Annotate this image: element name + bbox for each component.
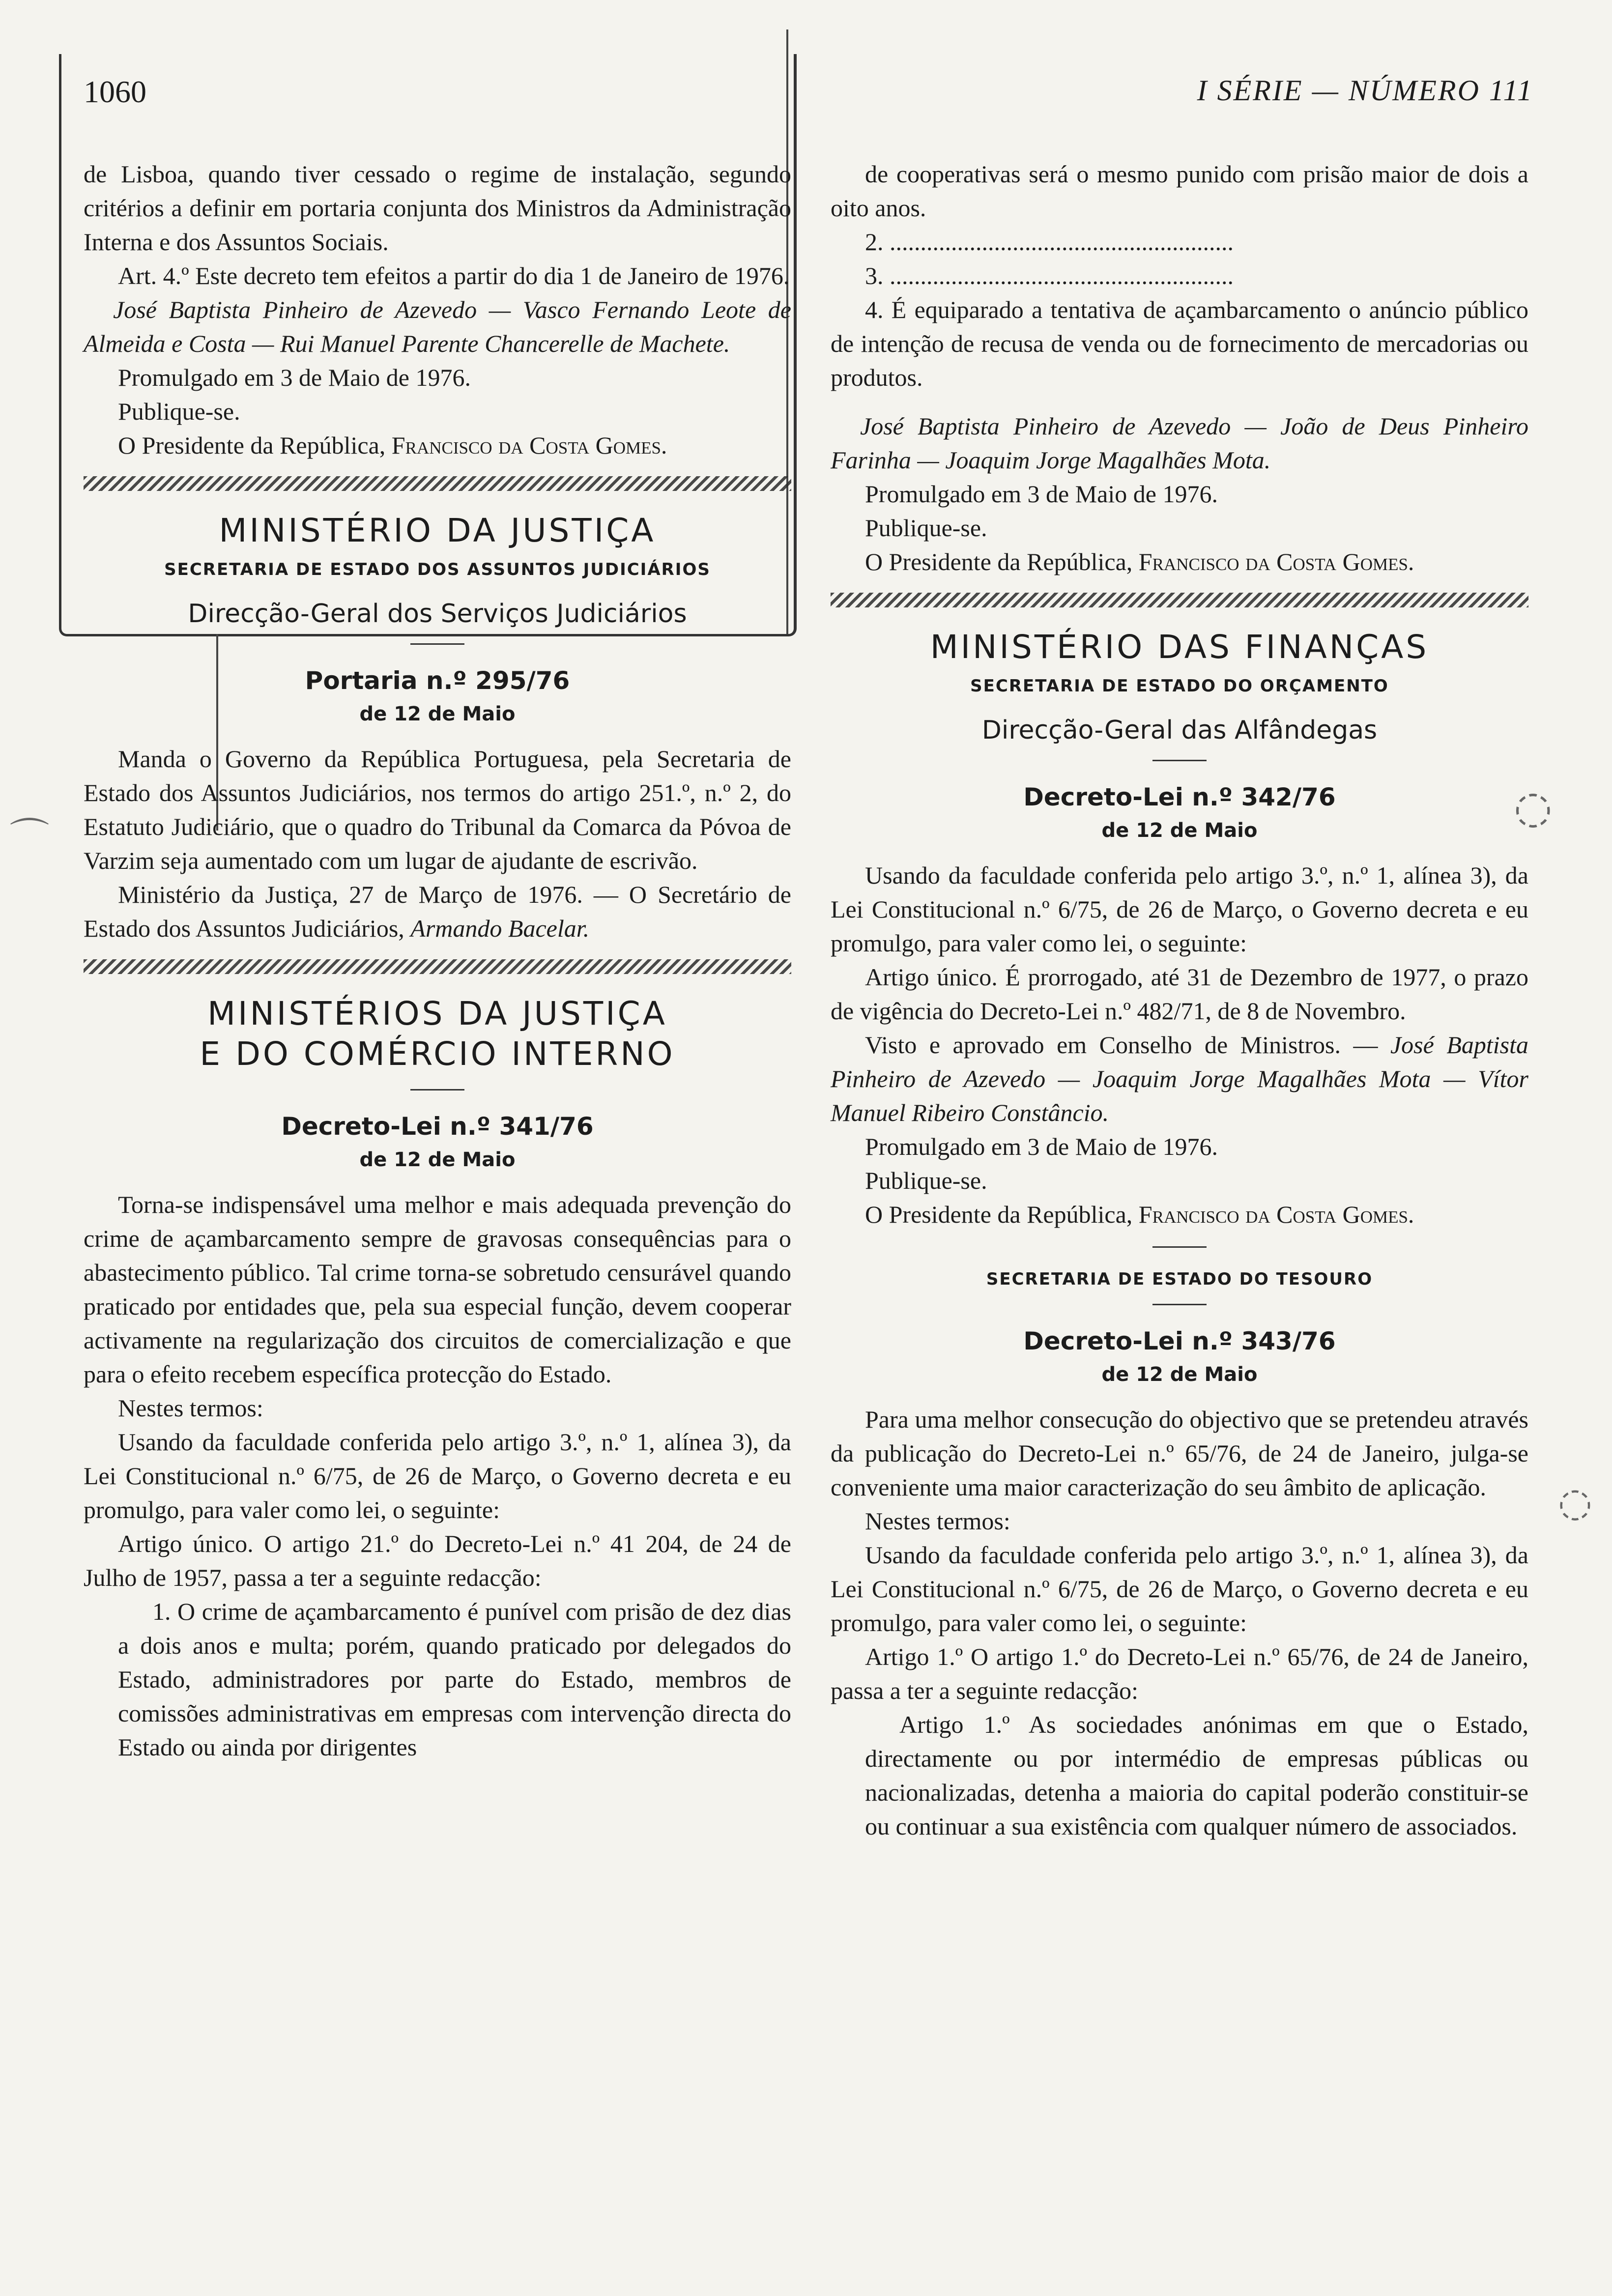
- paragraph: Manda o Governo da República Portuguesa, pela Secretaria de Estado dos Assuntos Judiciários, nos termos do artigo 251.º, n.º 2, do Estatuto Judiciário, que o quadro do Tribunal da Comarca da Póvoa de Varzim seja aumentado com um lugar de ajudante de escrivão.: [84, 745, 791, 874]
- president-label: O Presidente da República,: [865, 548, 1139, 575]
- page-number: 1060: [84, 74, 146, 109]
- short-rule: [1152, 1304, 1207, 1305]
- document-title: Portaria n.º 295/76: [305, 666, 570, 695]
- ornament-divider: [84, 959, 791, 974]
- promulgation: Promulgado em 3 de Maio de 1976.: [865, 480, 1218, 508]
- ministry-heading-line: MINISTÉRIOS DA JUSTIÇA: [207, 995, 667, 1033]
- signatories: José Baptista Pinheiro de Azevedo — Joaquim Jorge Magalhães Mota — Vítor Manuel Ribeiro Constâncio.: [831, 1031, 1528, 1126]
- punch-hole-mark: ◌: [1514, 781, 1553, 833]
- punch-hole-mark: ⌒: [10, 815, 49, 861]
- document-date: de 12 de Maio: [1101, 1363, 1258, 1386]
- short-rule: [1152, 760, 1207, 761]
- document-date: de 12 de Maio: [1101, 819, 1258, 842]
- ministry-date-line: Ministério da Justiça, 27 de Março de 1976. — O Secretário de Estado dos Assuntos Judiciários,: [84, 881, 791, 942]
- ministry-heading: MINISTÉRIO DAS FINANÇAS: [930, 628, 1429, 666]
- document-date: de 12 de Maio: [359, 1148, 516, 1171]
- paragraph: [84, 878, 791, 946]
- right-column: [831, 157, 1528, 1843]
- short-rule: [410, 643, 464, 645]
- president-label: O Presidente da República,: [865, 1201, 1139, 1228]
- short-rule: [1152, 1246, 1207, 1248]
- ministry-heading-line: E DO COMÉRCIO INTERNO: [200, 1035, 675, 1073]
- paragraph: Para uma melhor consecução do objectivo que se pretendeu através da publicação do Decreto-Lei n.º 65/76, de 24 de Janeiro, julga-se conveniente uma maior caracterização do seu âmbito de aplicação.: [831, 1406, 1528, 1501]
- secretariat-heading: SECRETARIA DE ESTADO DO TESOURO: [986, 1269, 1373, 1289]
- president-signature: [84, 429, 791, 462]
- ornament-divider: [831, 593, 1528, 607]
- paragraph: Usando da faculdade conferida pelo artigo 3.º, n.º 1, alínea 3), da Lei Constitucional n.º 6/75, de 26 de Março, o Governo decreta e eu promulgo, para valer como lei, o seguinte:: [831, 1541, 1528, 1636]
- article-item: 1. O crime de açambarcamento é punível com prisão de dez dias a dois anos e multa; porém, quando praticado por delegados do Estado, administradores por parte do Estado, membros de comissões administrativas em empresas com intervenção directa do Estado ou ainda por dirigentes: [118, 1598, 791, 1761]
- punch-hole-mark: ◌: [1558, 1479, 1592, 1525]
- list-item: 2. ........................................................: [865, 228, 1234, 256]
- article: Artigo 1.º O artigo 1.º do Decreto-Lei n.º 65/76, de 24 de Janeiro, passa a ter a seguinte redacção:: [831, 1643, 1528, 1704]
- ornament-divider: [84, 476, 791, 491]
- paragraph: Usando da faculdade conferida pelo artigo 3.º, n.º 1, alínea 3), da Lei Constitucional n.º 6/75, de 26 de Março, o Governo decreta e eu promulgo, para valer como lei, o seguinte:: [84, 1428, 791, 1523]
- article-item: Artigo 1.º As sociedades anónimas em que o Estado, directamente ou por intermédio de empresas públicas ou nacionalizadas, detenha a maioria do capital poderão constituir-se ou continuar a sua existência com qualquer número de associados.: [865, 1711, 1528, 1840]
- president-name: Francisco da Costa Gomes.: [1138, 1201, 1414, 1228]
- publication-order: Publique-se.: [865, 514, 987, 542]
- paragraph: [831, 1028, 1528, 1130]
- publication-order: Publique-se.: [865, 1167, 987, 1194]
- president-label: O Presidente da República,: [118, 431, 392, 459]
- approval-line: Visto e aprovado em Conselho de Ministros. —: [865, 1031, 1390, 1059]
- document-date: de 12 de Maio: [359, 703, 516, 725]
- president-name: Francisco da Costa Gomes.: [391, 431, 667, 459]
- signatory: Armando Bacelar.: [410, 915, 590, 942]
- ministry-heading: [84, 994, 791, 1074]
- paragraph: de Lisboa, quando tiver cessado o regime de instalação, segundo critérios a definir em portaria conjunta dos Ministros da Administração Interna e dos Assuntos Sociais.: [84, 160, 791, 256]
- list-item: 4. É equiparado a tentativa de açambarcamento o anúncio público de intenção de recusa de venda ou de fornecimento de mercadorias ou produtos.: [831, 296, 1528, 391]
- directorate-heading: Direcção-Geral dos Serviços Judiciários: [188, 599, 687, 629]
- continued-decree: [84, 157, 791, 462]
- document-title: Decreto-Lei n.º 343/76: [1023, 1327, 1336, 1355]
- series-number: I SÉRIE — NÚMERO 111: [1197, 74, 1533, 107]
- promulgation: Promulgado em 3 de Maio de 1976.: [865, 1133, 1218, 1160]
- publication-order: Publique-se.: [118, 398, 240, 425]
- paragraph: de cooperativas será o mesmo punido com prisão maior de dois a oito anos.: [831, 160, 1528, 222]
- secretariat-heading: SECRETARIA DE ESTADO DOS ASSUNTOS JUDICIÁRIOS: [164, 560, 711, 579]
- left-column: [84, 157, 791, 1764]
- article: Artigo único. O artigo 21.º do Decreto-Lei n.º 41 204, de 24 de Julho de 1957, passa a ter a seguinte redacção:: [84, 1530, 791, 1591]
- paragraph: Nestes termos:: [118, 1394, 263, 1422]
- paragraph: Usando da faculdade conferida pelo artigo 3.º, n.º 1, alínea 3), da Lei Constitucional n.º 6/75, de 26 de Março, o Governo decreta e eu promulgo, para valer como lei, o seguinte:: [831, 861, 1528, 957]
- paragraph: Nestes termos:: [865, 1507, 1010, 1535]
- directorate-heading: Direcção-Geral das Alfândegas: [981, 716, 1378, 745]
- document-title: Decreto-Lei n.º 342/76: [1023, 783, 1336, 811]
- document-title: Decreto-Lei n.º 341/76: [281, 1112, 594, 1141]
- president-signature: [831, 545, 1528, 579]
- paragraph: Torna-se indispensável uma melhor e mais adequada prevenção do crime de açambarcamento sempre de gravosas consequências para o abastecimento público. Tal crime torna-se sobretudo censurável quando praticado por entidades que, pela sua especial função, devem cooperar activamente na regularização dos circuitos de comercialização e que para o efeito recebem específica protecção do Estado.: [84, 1191, 791, 1388]
- signatories: José Baptista Pinheiro de Azevedo — Vasco Fernando Leote de Almeida e Costa — Rui Manuel Parente Chancerelle de Machete.: [84, 296, 791, 357]
- president-name: Francisco da Costa Gomes.: [1138, 548, 1414, 575]
- promulgation: Promulgado em 3 de Maio de 1976.: [118, 364, 471, 391]
- signatories: José Baptista Pinheiro de Azevedo — João de Deus Pinheiro Farinha — Joaquim Jorge Magalhães Mota.: [831, 412, 1528, 474]
- ministry-heading: MINISTÉRIO DA JUSTIÇA: [219, 512, 656, 549]
- secretariat-heading: SECRETARIA DE ESTADO DO ORÇAMENTO: [970, 676, 1389, 696]
- page-header: [84, 74, 1533, 128]
- short-rule: [410, 1089, 464, 1091]
- list-item: 3. ........................................................: [865, 262, 1234, 289]
- article: Artigo único. É prorrogado, até 31 de Dezembro de 1977, o prazo de vigência do Decreto-Lei n.º 482/71, de 8 de Novembro.: [831, 963, 1528, 1025]
- article: Art. 4.º Este decreto tem efeitos a partir do dia 1 de Janeiro de 1976.: [118, 262, 790, 289]
- president-signature: [831, 1198, 1528, 1232]
